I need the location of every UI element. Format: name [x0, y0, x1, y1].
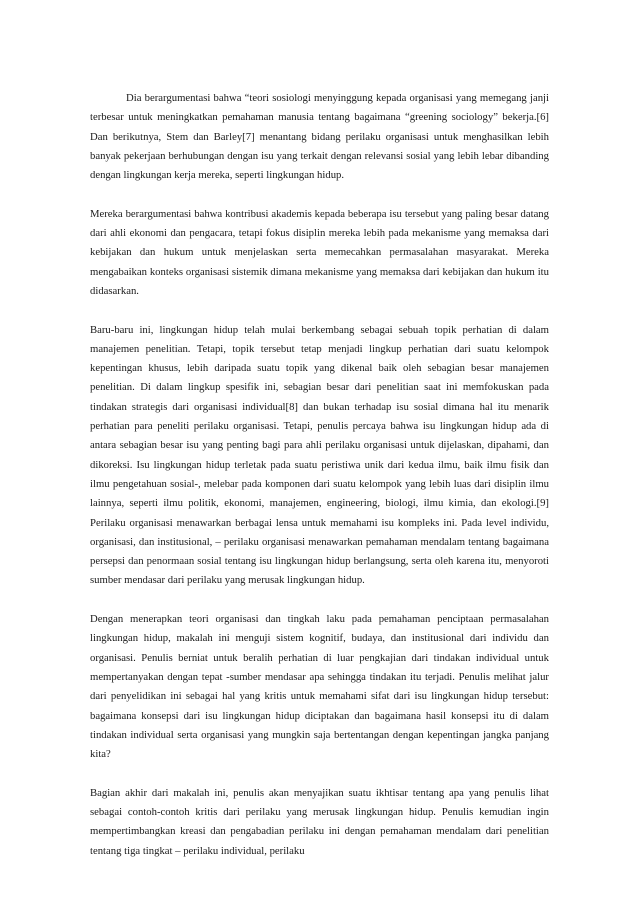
paragraph-4: Dengan menerapkan teori organisasi dan tingkah laku pada pemahaman penciptaan permasalahan lingkungan hidup, makalah ini menguji sistem kognitif, budaya, dan institusional dari individu dan organisasi. Penulis berniat untuk beralih perhatian di luar pengkajian dari tindakan individual untuk mempertanyakan dengan tepat -sumber mendasar apa sehingga tindakan itu terjadi. Penulis melihat jalur dari penyelidikan ini sebagai hal yang kritis untuk memahami sifat dari isu lingkungan hidup tersebut: bagaimana konsepsi dari isu lingkungan hidup diciptakan dan bagaimana hasil konsepsi itu di dalam tindakan individual serta organisasi yang mungkin saja bertentangan dengan kepentingan jangka panjang kita?	[90, 613, 549, 761]
paragraph-3: Baru-baru ini, lingkungan hidup telah mulai berkembang sebagai sebuah topik perhatian di dalam manajemen penelitian. Tetapi, topik tersebut tetap menjadi lingkup perhatian dari suatu kelompok kepentingan khusus, lebih daripada suatu topik yang dikenal baik oleh sebagian besar manajemen penelitian. Di dalam lingkup spesifik ini, sebagian besar dari penelitian saat ini memfokuskan pada tindakan strategis dari organisasi individual[8] dan bukan terhadap isu sosial dimana hal itu menarik perhatian para peneliti perilaku organisasi. Tetapi, penulis percaya bahwa isu lingkungan hidup ada di antara sebagian besar isu yang penting bagi para ahli perilaku organisasi untuk dijelaskan, dipahami, dan dikoreksi. Isu lingkungan hidup terletak pada suatu peristiwa unik dari kedua ilmu, baik ilmu fisik dan ilmu pengetahuan sosial-, melebar pada komponen dari suatu kelompok yang lebih luas dari disiplin ilmu lainnya, seperti ilmu politik, ekonomi, manajemen, engineering, biologi, ilmu kimia, dan ekologi.[9] Perilaku organisasi menawarkan berbagai lensa untuk memahami isu kompleks ini. Pada level individu, organisasi, dan institusional, – perilaku organisasi menawarkan pemahaman mendalam tentang bagaimana persepsi dan penormaan sosial tentang isu lingkungan hidup berlangsung, serta oleh karena itu, menyoroti sumber mendasar dari perilaku yang merusak lingkungan hidup.	[90, 323, 549, 587]
document-body	[90, 89, 549, 880]
paragraph-1: Dia berargumentasi bahwa “teori sosiologi menyinggung kepada organisasi yang memegang janji terbesar untuk meningkatkan pemahaman manusia tentang bagaimana “greening sociology” bekerja.[6] Dan berikutnya, Stem dan Barley[7] menantang bidang perilaku organisasi untuk menghasilkan lebih banyak pekerjaan berhubungan dengan isu yang terkait dengan relevansi sosial yang lebih lebar dibanding dengan lingkungan kerja mereka, seperti lingkungan hidup.	[90, 92, 549, 182]
paragraph-5: Bagian akhir dari makalah ini, penulis akan menyajikan suatu ikhtisar tentang apa yang penulis lihat sebagai contoh-contoh kritis dari perilaku yang merusak lingkungan hidup. Penulis kemudian ingin mempertimbangkan kreasi dan pengabadian perilaku ini dengan pemahaman mendalam dari penelitian tentang tiga tingkat – perilaku individual, perilaku	[90, 786, 549, 857]
paragraph-2: Mereka berargumentasi bahwa kontribusi akademis kepada beberapa isu tersebut yang paling besar datang dari ahli ekonomi dan pengacara, tetapi fokus disiplin mereka lebih pada mekanisme yang memaksa dari kebijakan dan hukum untuk menjelaskan serta memecahkan permasalahan masyarakat. Mereka mengabaikan konteks organisasi sistemik dimana mekanisme yang memaksa dari kebijakan dan hukum itu didasarkan.	[90, 207, 549, 297]
